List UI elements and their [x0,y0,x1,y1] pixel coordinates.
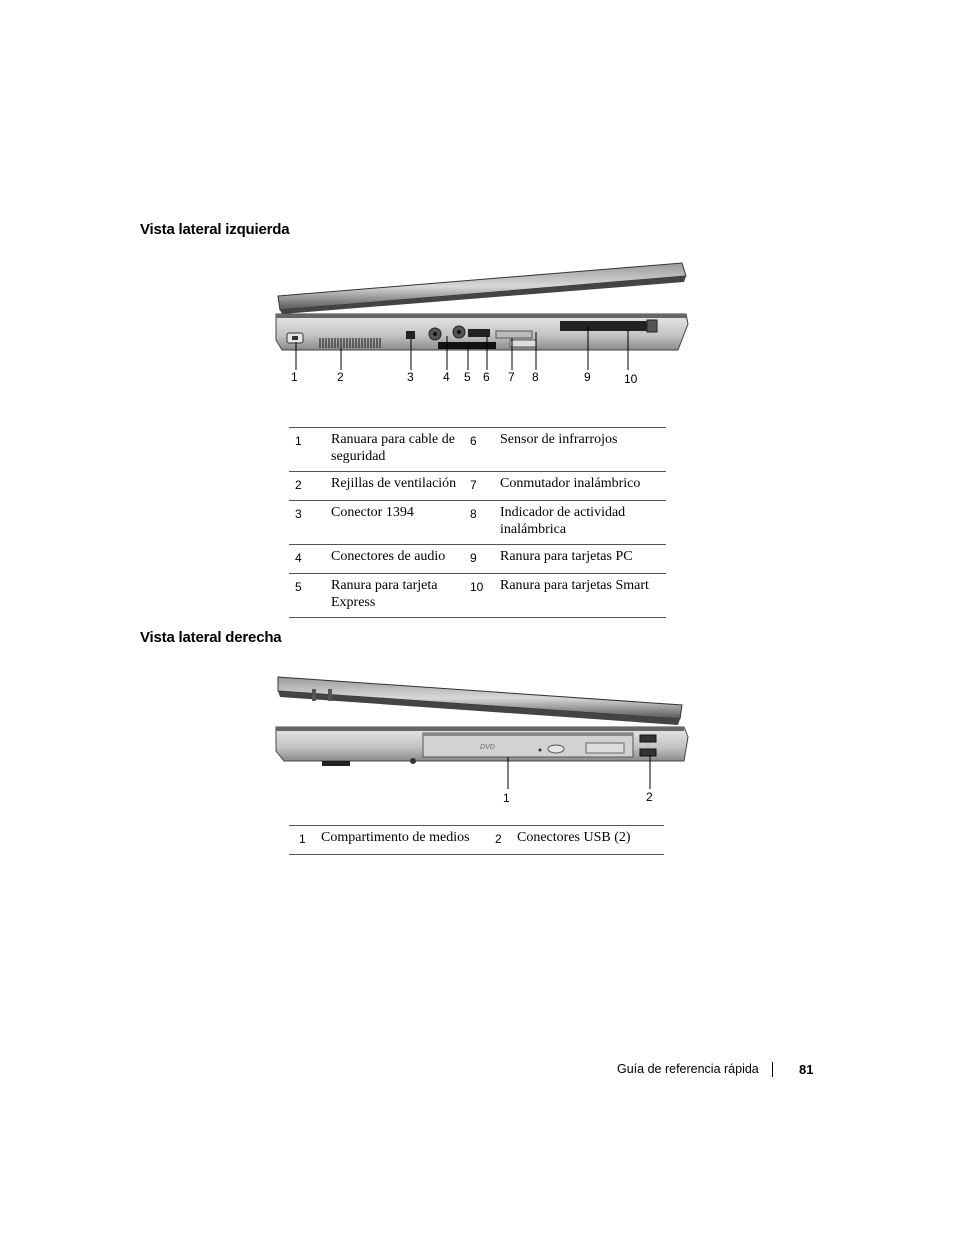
callout-9: 9 [584,370,591,384]
callout-2: 2 [337,370,344,384]
item-label: Indicador de actividad inalámbrica [500,505,626,537]
callout-4: 4 [443,370,450,384]
left-view-parts-table [289,427,666,618]
footer-document-title: Guía de referencia rápida [617,1062,759,1076]
section-title-left-view: Vista lateral izquierda [140,221,290,238]
right-view-parts-table [289,825,664,855]
callout-5: 5 [464,370,471,384]
callout-10: 10 [624,372,638,386]
item-label: Ranura para tarjetas PC [500,549,633,564]
callout-2: 2 [646,790,653,804]
left-side-laptop-figure [270,258,694,393]
callout-1: 1 [291,370,298,384]
item-label: Conector 1394 [331,505,414,520]
item-label: Ranura para tarjetas Smart [500,578,649,593]
table-row [289,428,666,472]
callout-6: 6 [483,370,490,384]
item-number: 3 [295,507,302,521]
item-label: Conectores de audio [331,549,446,564]
item-number: 2 [495,832,502,846]
callout-3: 3 [407,370,414,384]
table-row [289,472,666,501]
item-label: Conectores USB (2) [517,830,631,845]
table-row [289,826,664,855]
item-label: Conmutador inalámbrico [500,476,641,491]
right-side-laptop-figure [268,667,694,807]
item-number: 8 [470,507,477,521]
item-number: 5 [295,580,302,594]
item-label: Sensor de infrarrojos [500,432,618,447]
footer-separator [772,1062,773,1077]
item-number: 1 [295,434,302,448]
table-row [289,501,666,545]
table-row [289,545,666,574]
callout-7: 7 [508,370,515,384]
callout-8: 8 [532,370,539,384]
page-number: 81 [799,1062,814,1077]
item-label: Ranura para tarjeta Express [331,578,438,610]
laptop-right-side-illustration [268,667,694,807]
item-number: 9 [470,551,477,565]
section-title-right-view: Vista lateral derecha [140,629,282,646]
item-number: 2 [295,478,302,492]
item-number: 6 [470,434,477,448]
item-number: 7 [470,478,477,492]
table-row [289,574,666,618]
item-label: Ranuara para cable de seguridad [331,432,455,464]
item-number: 1 [299,832,306,846]
dvd-logo: DVD [480,744,495,751]
callout-1: 1 [503,791,510,805]
item-label: Compartimento de medios [321,830,470,845]
item-label: Rejillas de ventilación [331,476,457,491]
item-number: 10 [470,580,484,594]
item-number: 4 [295,551,302,565]
